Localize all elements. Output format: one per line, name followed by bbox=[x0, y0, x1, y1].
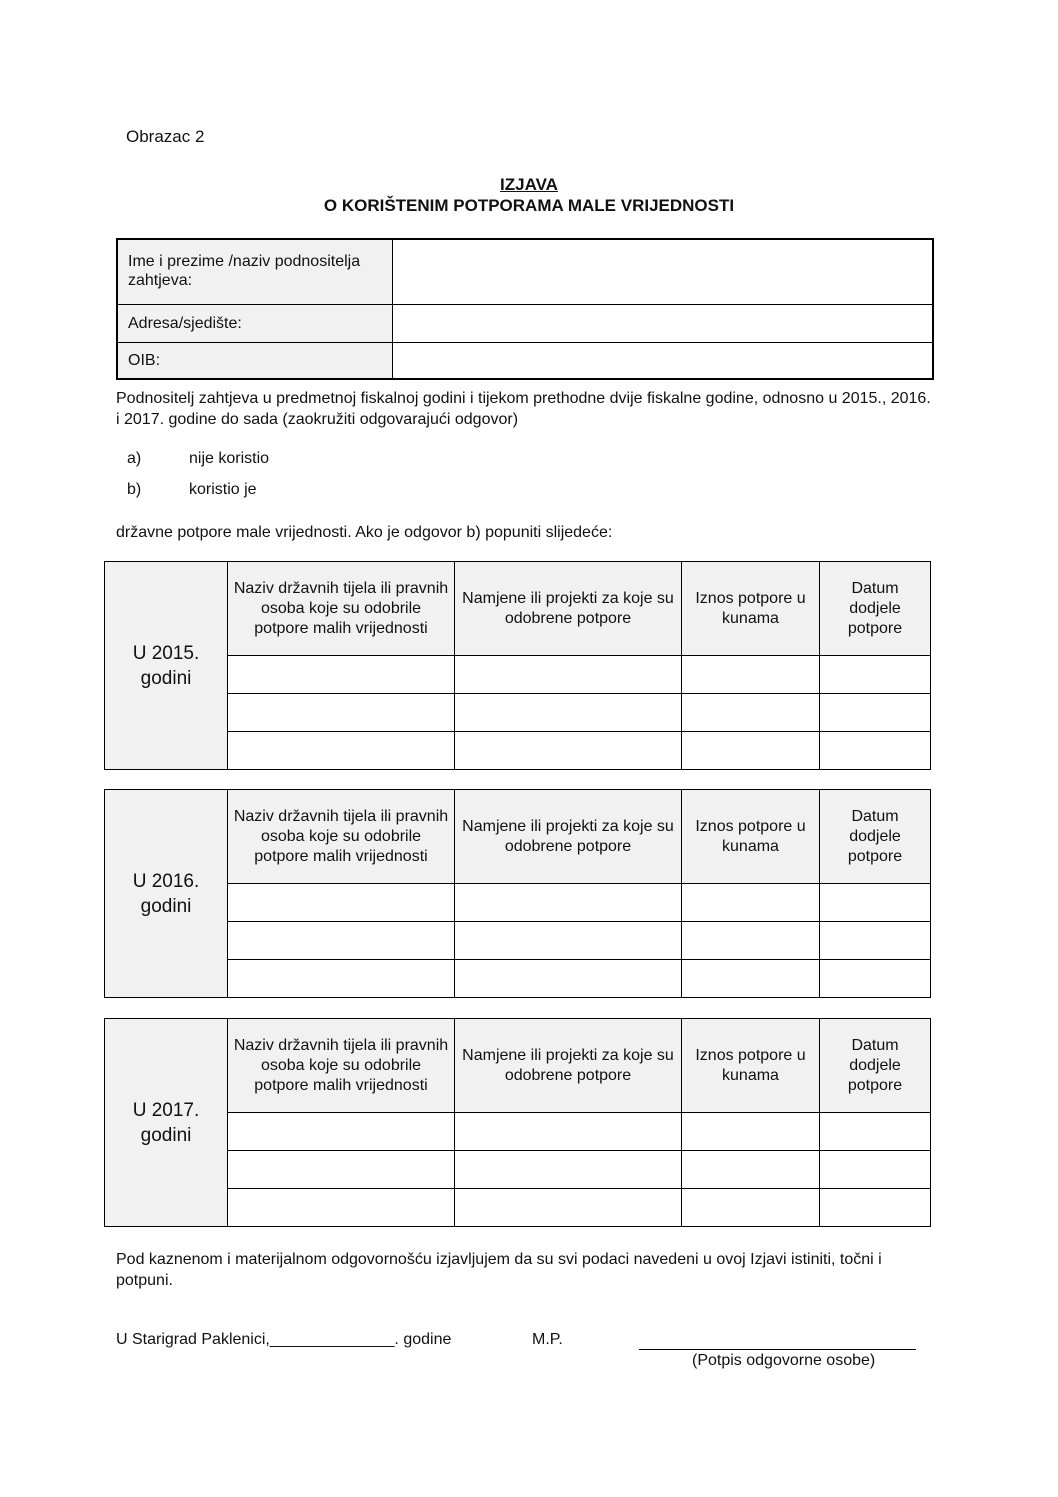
intro-paragraph: Podnositelj zahtjeva u predmetnoj fiskalnoj godini i tijekom prethodne dvije fiskalne godine, odnosno u 2015., 2016. i 2017. godine do sada (zaokružiti odgovarajući odgovor) bbox=[116, 390, 931, 428]
column-header-amount: Iznos potpore u kunama bbox=[682, 790, 820, 884]
year-label: U 2015. godini bbox=[105, 562, 228, 770]
year-table-header-row bbox=[105, 1019, 931, 1113]
amount-cell[interactable] bbox=[682, 884, 820, 922]
table-row bbox=[105, 732, 931, 770]
table-row bbox=[105, 694, 931, 732]
amount-cell[interactable] bbox=[682, 922, 820, 960]
purpose-cell[interactable] bbox=[455, 1189, 682, 1227]
body-cell[interactable] bbox=[228, 1151, 455, 1189]
date-cell[interactable] bbox=[820, 694, 931, 732]
option-a-letter[interactable]: a) bbox=[127, 450, 142, 467]
column-header-purpose: Namjene ili projekti za koje su odobrene potpore bbox=[455, 790, 682, 884]
column-header-date: Datum dodjele potpore bbox=[820, 790, 931, 884]
purpose-cell[interactable] bbox=[455, 1113, 682, 1151]
signature-line[interactable] bbox=[639, 1349, 916, 1350]
signature-label: (Potpis odgovorne osobe) bbox=[692, 1352, 876, 1369]
amount-cell[interactable] bbox=[682, 732, 820, 770]
body-cell[interactable] bbox=[228, 1113, 455, 1151]
applicant-name-row bbox=[117, 239, 933, 305]
date-cell[interactable] bbox=[820, 960, 931, 998]
table-row bbox=[105, 1113, 931, 1151]
purpose-cell[interactable] bbox=[455, 922, 682, 960]
follow-paragraph: državne potpore male vrijednosti. Ako je odgovor b) popuniti slijedeće: bbox=[116, 524, 613, 541]
purpose-cell[interactable] bbox=[455, 960, 682, 998]
applicant-oib-label: OIB: bbox=[117, 343, 393, 380]
column-header-body: Naziv državnih tijela ili pravnih osoba koje su odobrile potpore malih vrijednosti bbox=[228, 790, 455, 884]
applicant-oib-row bbox=[117, 343, 933, 380]
applicant-address-label: Adresa/sjedište: bbox=[117, 305, 393, 343]
year-table-header-row bbox=[105, 562, 931, 656]
amount-cell[interactable] bbox=[682, 1151, 820, 1189]
body-cell[interactable] bbox=[228, 960, 455, 998]
body-cell[interactable] bbox=[228, 1189, 455, 1227]
date-cell[interactable] bbox=[820, 922, 931, 960]
purpose-cell[interactable] bbox=[455, 694, 682, 732]
column-header-purpose: Namjene ili projekti za koje su odobrene potpore bbox=[455, 1019, 682, 1113]
document-subtitle: O KORIŠTENIM POTPORAMA MALE VRIJEDNOSTI bbox=[323, 196, 735, 215]
column-header-body: Naziv državnih tijela ili pravnih osoba koje su odobrile potpore malih vrijednosti bbox=[228, 562, 455, 656]
option-b-text[interactable]: koristio je bbox=[189, 481, 257, 498]
amount-cell[interactable] bbox=[682, 960, 820, 998]
option-a-text[interactable]: nije koristio bbox=[189, 450, 270, 467]
body-cell[interactable] bbox=[228, 656, 455, 694]
amount-cell[interactable] bbox=[682, 656, 820, 694]
purpose-cell[interactable] bbox=[455, 656, 682, 694]
applicant-address-field[interactable] bbox=[393, 305, 934, 343]
year-table-2017 bbox=[104, 1018, 931, 1227]
year-label: U 2016. godini bbox=[105, 790, 228, 998]
declaration-paragraph: Pod kaznenom i materijalnom odgovornošću izjavljujem da su svi podaci navedeni u ovoj Izjavi istiniti, točni i potpuni. bbox=[116, 1251, 882, 1289]
column-header-date: Datum dodjele potpore bbox=[820, 562, 931, 656]
purpose-cell[interactable] bbox=[455, 1151, 682, 1189]
purpose-cell[interactable] bbox=[455, 884, 682, 922]
table-row bbox=[105, 1189, 931, 1227]
table-row bbox=[105, 656, 931, 694]
table-row bbox=[105, 922, 931, 960]
form-code: Obrazac 2 bbox=[126, 127, 205, 146]
body-cell[interactable] bbox=[228, 884, 455, 922]
amount-cell[interactable] bbox=[682, 694, 820, 732]
column-header-amount: Iznos potpore u kunama bbox=[682, 562, 820, 656]
column-header-body: Naziv državnih tijela ili pravnih osoba koje su odobrile potpore malih vrijednosti bbox=[228, 1019, 455, 1113]
applicant-name-field[interactable] bbox=[393, 239, 934, 305]
column-header-amount: Iznos potpore u kunama bbox=[682, 1019, 820, 1113]
amount-cell[interactable] bbox=[682, 1189, 820, 1227]
year-table-2016 bbox=[104, 789, 931, 998]
year-table-2015 bbox=[104, 561, 931, 770]
body-cell[interactable] bbox=[228, 694, 455, 732]
date-cell[interactable] bbox=[820, 1113, 931, 1151]
year-label: U 2017. godini bbox=[105, 1019, 228, 1227]
body-cell[interactable] bbox=[228, 922, 455, 960]
year-table-header-row bbox=[105, 790, 931, 884]
place-date-line[interactable]: U Starigrad Paklenici,______________. godine bbox=[116, 1331, 452, 1348]
date-cell[interactable] bbox=[820, 656, 931, 694]
applicant-name-label: Ime i prezime /naziv podnositelja zahtjeva: bbox=[117, 239, 393, 305]
applicant-info-table bbox=[116, 238, 934, 380]
table-row bbox=[105, 960, 931, 998]
table-row bbox=[105, 884, 931, 922]
option-b-letter[interactable]: b) bbox=[127, 481, 142, 498]
document-title: IZJAVA bbox=[500, 175, 558, 194]
date-cell[interactable] bbox=[820, 732, 931, 770]
column-header-date: Datum dodjele potpore bbox=[820, 1019, 931, 1113]
column-header-purpose: Namjene ili projekti za koje su odobrene potpore bbox=[455, 562, 682, 656]
date-cell[interactable] bbox=[820, 1151, 931, 1189]
date-cell[interactable] bbox=[820, 1189, 931, 1227]
applicant-address-row bbox=[117, 305, 933, 343]
body-cell[interactable] bbox=[228, 732, 455, 770]
table-row bbox=[105, 1151, 931, 1189]
stamp-placeholder: M.P. bbox=[532, 1331, 563, 1348]
amount-cell[interactable] bbox=[682, 1113, 820, 1151]
applicant-oib-field[interactable] bbox=[393, 343, 934, 380]
date-cell[interactable] bbox=[820, 884, 931, 922]
purpose-cell[interactable] bbox=[455, 732, 682, 770]
